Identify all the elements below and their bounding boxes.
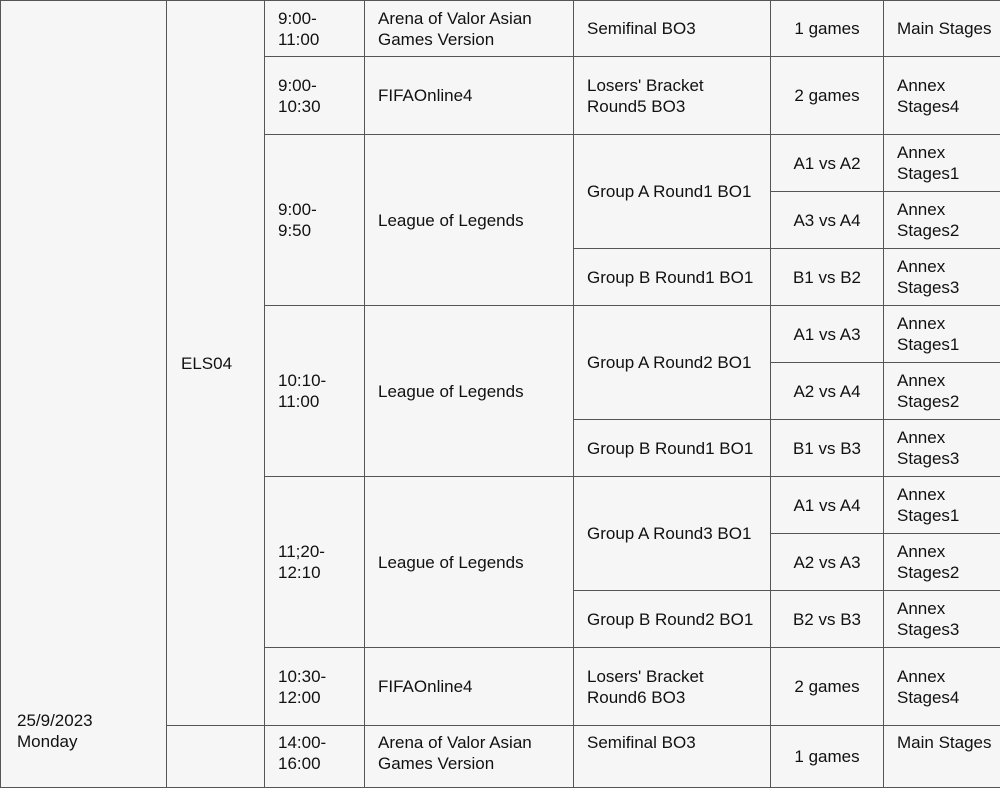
match-cell: A1 vs A2 [771, 135, 884, 192]
game-cell: League of Legends [365, 135, 574, 306]
round-cell: Group B Round1 BO1 [574, 420, 771, 477]
stage-cell: Annex Stages4 [884, 57, 1000, 135]
stage-cell: Annex Stages1 [884, 477, 1000, 534]
game-cell: League of Legends [365, 477, 574, 648]
match-cell: A3 vs A4 [771, 192, 884, 249]
round-cell: Group A Round3 BO1 [574, 477, 771, 591]
match-cell: B2 vs B3 [771, 591, 884, 648]
stage-cell: Main Stages [884, 1, 1000, 57]
stage-cell: Annex Stages2 [884, 534, 1000, 591]
round-cell: Losers' Bracket Round5 BO3 [574, 57, 771, 135]
time-cell: 14:00- 16:00 [265, 726, 365, 788]
stage-cell: Main Stages [884, 726, 1000, 788]
game-cell: Arena of Valor Asian Games Version [365, 726, 574, 788]
stage-cell: Annex Stages3 [884, 420, 1000, 477]
table-row [1, 1, 1000, 57]
game-cell: Arena of Valor Asian Games Version [365, 1, 574, 57]
venue-cell-empty [167, 726, 265, 788]
round-cell: Losers' Bracket Round6 BO3 [574, 648, 771, 726]
round-cell: Semifinal BO3 [574, 1, 771, 57]
date-day: 25/9/2023 [17, 710, 153, 731]
stage-cell: Annex Stages2 [884, 192, 1000, 249]
round-cell: Semifinal BO3 [574, 726, 771, 788]
stage-cell: Annex Stages1 [884, 306, 1000, 363]
time-cell: 9:00- 11:00 [265, 1, 365, 57]
round-cell: Group B Round1 BO1 [574, 249, 771, 306]
game-cell: FIFAOnline4 [365, 648, 574, 726]
match-cell: 2 games [771, 648, 884, 726]
match-cell: 2 games [771, 57, 884, 135]
match-cell: 1 games [771, 726, 884, 788]
match-cell: A2 vs A3 [771, 534, 884, 591]
date-weekday: Monday [17, 731, 153, 752]
time-cell: 11;20- 12:10 [265, 477, 365, 648]
game-cell: League of Legends [365, 306, 574, 477]
round-cell: Group B Round2 BO1 [574, 591, 771, 648]
match-cell: A1 vs A4 [771, 477, 884, 534]
venue-cell: ELS04 [167, 1, 265, 726]
stage-cell: Annex Stages2 [884, 363, 1000, 420]
stage-cell: Annex Stages4 [884, 648, 1000, 726]
round-cell: Group A Round1 BO1 [574, 135, 771, 249]
match-cell: A2 vs A4 [771, 363, 884, 420]
game-cell: FIFAOnline4 [365, 57, 574, 135]
match-cell: A1 vs A3 [771, 306, 884, 363]
time-cell: 9:00- 10:30 [265, 57, 365, 135]
match-cell: B1 vs B3 [771, 420, 884, 477]
stage-cell: Annex Stages3 [884, 249, 1000, 306]
time-cell: 10:30- 12:00 [265, 648, 365, 726]
stage-cell: Annex Stages1 [884, 135, 1000, 192]
stage-cell: Annex Stages3 [884, 591, 1000, 648]
match-cell: 1 games [771, 1, 884, 57]
time-cell: 10:10- 11:00 [265, 306, 365, 477]
match-cell: B1 vs B2 [771, 249, 884, 306]
date-cell [1, 1, 167, 788]
time-cell: 9:00- 9:50 [265, 135, 365, 306]
round-cell: Group A Round2 BO1 [574, 306, 771, 420]
